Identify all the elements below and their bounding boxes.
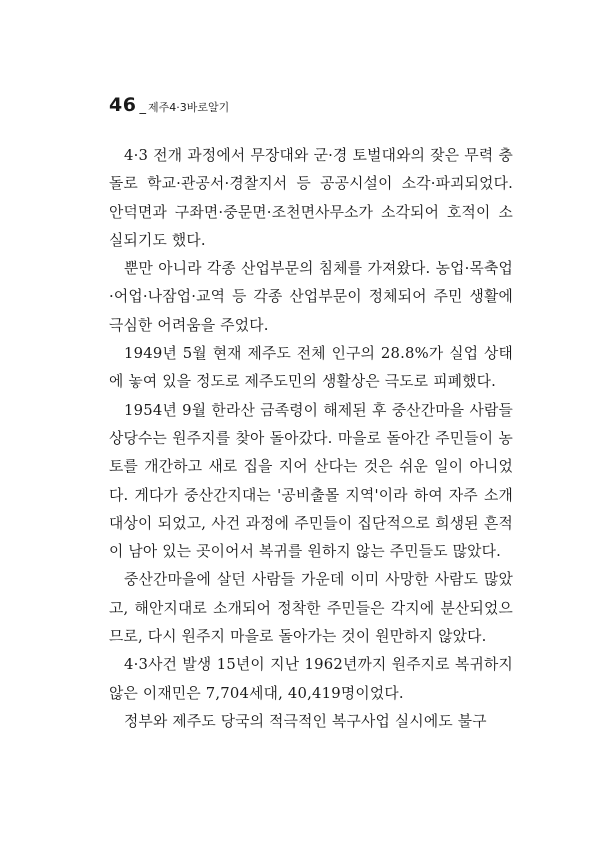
body-text xyxy=(109,142,513,736)
paragraph: 4·3 전개 과정에서 무장대와 군·경 토벌대와의 잦은 무력 충돌로 학교·관공서·경찰지서 등 공공시설이 소각·파괴되었다. 안덕면과 구좌면·중문면·조천면사무소가 소각되어 호적이 소실되기도 했다. xyxy=(109,147,513,249)
paragraph: 뿐만 아니라 각종 산업부문의 침체를 가져왔다. 농업·목축업·어업·나잠업·교역 등 각종 산업부문이 정체되어 주민 생활에 극심한 어려움을 주었다. xyxy=(109,260,513,334)
paragraph: 4·3사건 발생 15년이 지난 1962년까지 원주지로 복귀하지 않은 이재민은 7,704세대, 40,419명이었다. xyxy=(109,656,513,702)
paragraph: 중산간마을에 살던 사람들 가운데 이미 사망한 사람도 많았고, 해안지대로 소개되어 정착한 주민들은 각지에 분산되었으므로, 다시 원주지 마을로 돌아가는 것이 원만하지 않았다. xyxy=(109,571,513,646)
header-separator: _ xyxy=(139,100,146,115)
page-number: 46 xyxy=(109,94,137,116)
running-title: 제주4·3바로알기 xyxy=(147,101,230,114)
paragraph: 1949년 5월 현재 제주도 전체 인구의 28.8%가 실업 상태에 놓여 있을 정도로 제주도민의 생활상은 극도로 피폐했다. xyxy=(109,345,513,391)
paragraph: 정부와 제주도 당국의 적극적인 복구사업 실시에도 불구 xyxy=(124,712,487,730)
paragraph: 1954년 9월 한라산 금족령이 해제된 후 중산간마을 사람들 상당수는 원주지를 찾아 돌아갔다. 마을로 돌아간 주민들이 농토를 개간하고 새로 집을 지어 산다는 것은 쉬운 일이 아니었다. 게다가 중산간지대는 '공비출몰 지역'이라 하여 자주 소개 대상이 되었고, 사건 과정에 주민들이 집단적으로 희생된 흔적이 남아 있는 곳이어서 복귀를 원하지 않는 주민들도 많았다. xyxy=(109,401,513,561)
page-header xyxy=(109,94,229,116)
